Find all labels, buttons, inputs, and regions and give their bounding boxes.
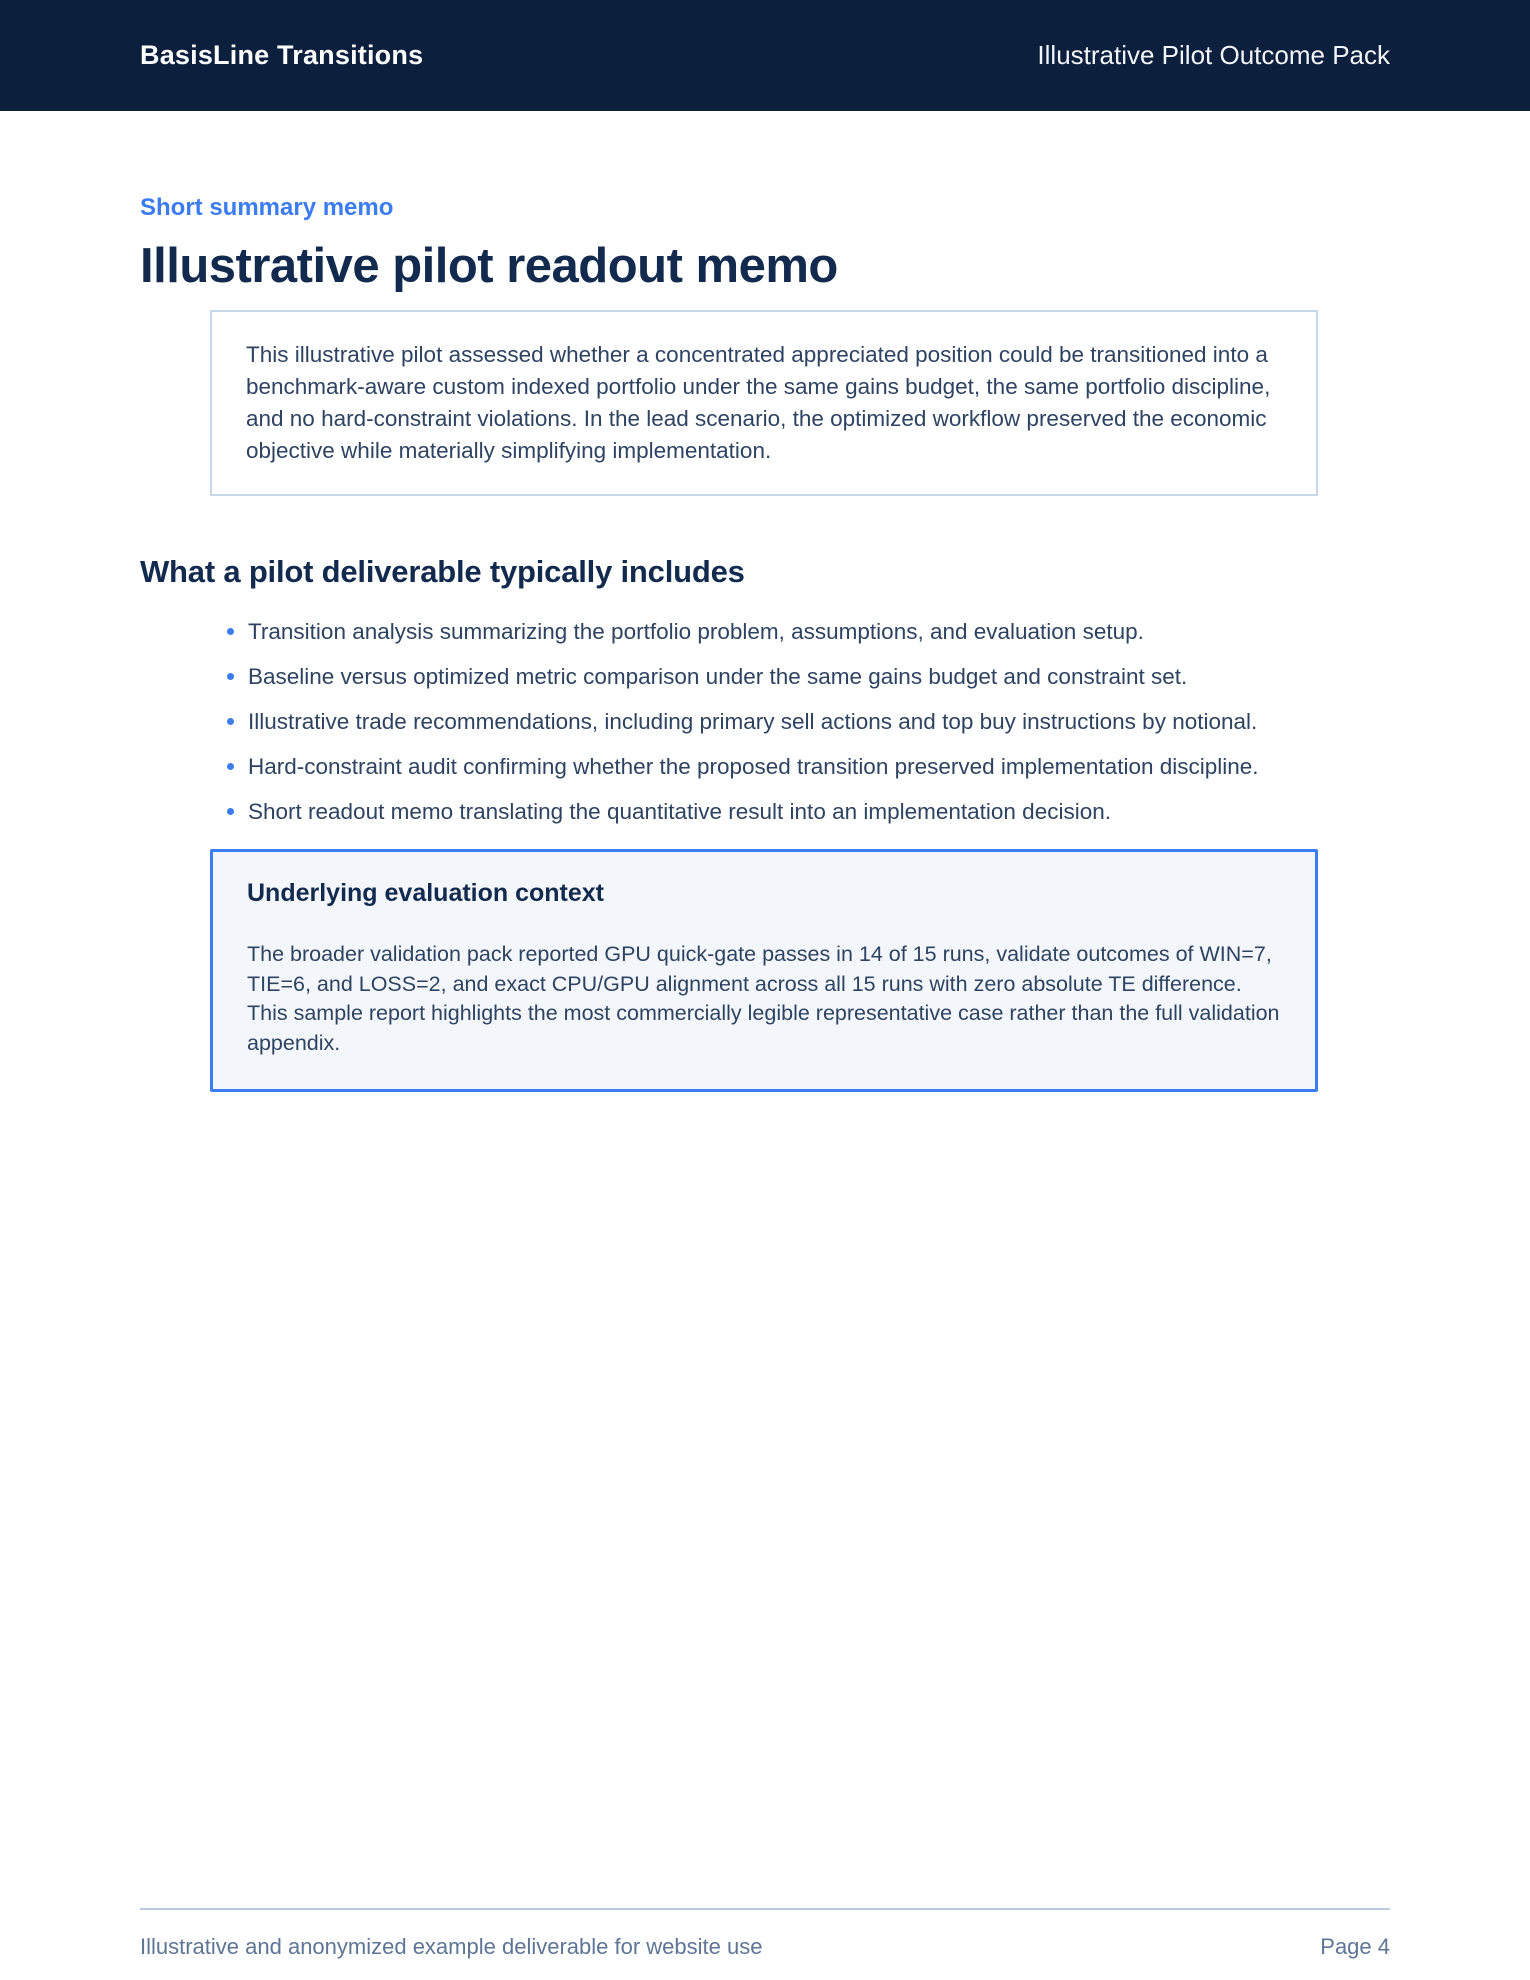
context-heading: Underlying evaluation context	[247, 879, 605, 907]
page-number: Page 4	[1320, 1934, 1390, 1959]
list-item: Short readout memo translating the quantitative result into an implementation decision.	[248, 796, 1308, 827]
page-header	[0, 0, 1530, 111]
includes-list	[248, 616, 1390, 827]
document-title: Illustrative Pilot Outcome Pack	[1037, 40, 1390, 70]
list-item: Hard-constraint audit confirming whether the proposed transition preserved implementation discipline.	[248, 751, 1308, 782]
footer-note: Illustrative and anonymized example deliverable for website use	[140, 1934, 763, 1959]
includes-heading: What a pilot deliverable typically includes	[140, 554, 745, 589]
brand-name: BasisLine Transitions	[140, 40, 424, 70]
list-item: Transition analysis summarizing the portfolio problem, assumptions, and evaluation setup.	[248, 616, 1308, 647]
context-box	[210, 849, 1318, 1092]
page-content	[0, 194, 1530, 1092]
list-item: Baseline versus optimized metric comparison under the same gains budget and constraint set.	[248, 661, 1308, 692]
memo-title: Illustrative pilot readout memo	[140, 239, 838, 293]
page-footer	[140, 1908, 1390, 1960]
memo-eyebrow: Short summary memo	[140, 194, 394, 221]
list-item: Illustrative trade recommendations, including primary sell actions and top buy instructions by notional.	[248, 706, 1308, 737]
context-body: The broader validation pack reported GPU quick-gate passes in 14 of 15 runs, validate outcomes of WIN=7, TIE=6, and LOSS=2, and exact CPU/GPU alignment across all 15 runs with zero absolute TE difference. This sample report highlights the most commercially legible representative case rather than the full validation appendix.	[247, 942, 1280, 1055]
summary-text: This illustrative pilot assessed whether a concentrated appreciated position could be transitioned into a benchmark-aware custom indexed portfolio under the same gains budget, the same portfolio discipline, and no hard-constraint violations. In the lead scenario, the optimized workflow preserved the economic objective while materially simplifying implementation.	[246, 342, 1271, 463]
summary-box	[210, 310, 1318, 496]
